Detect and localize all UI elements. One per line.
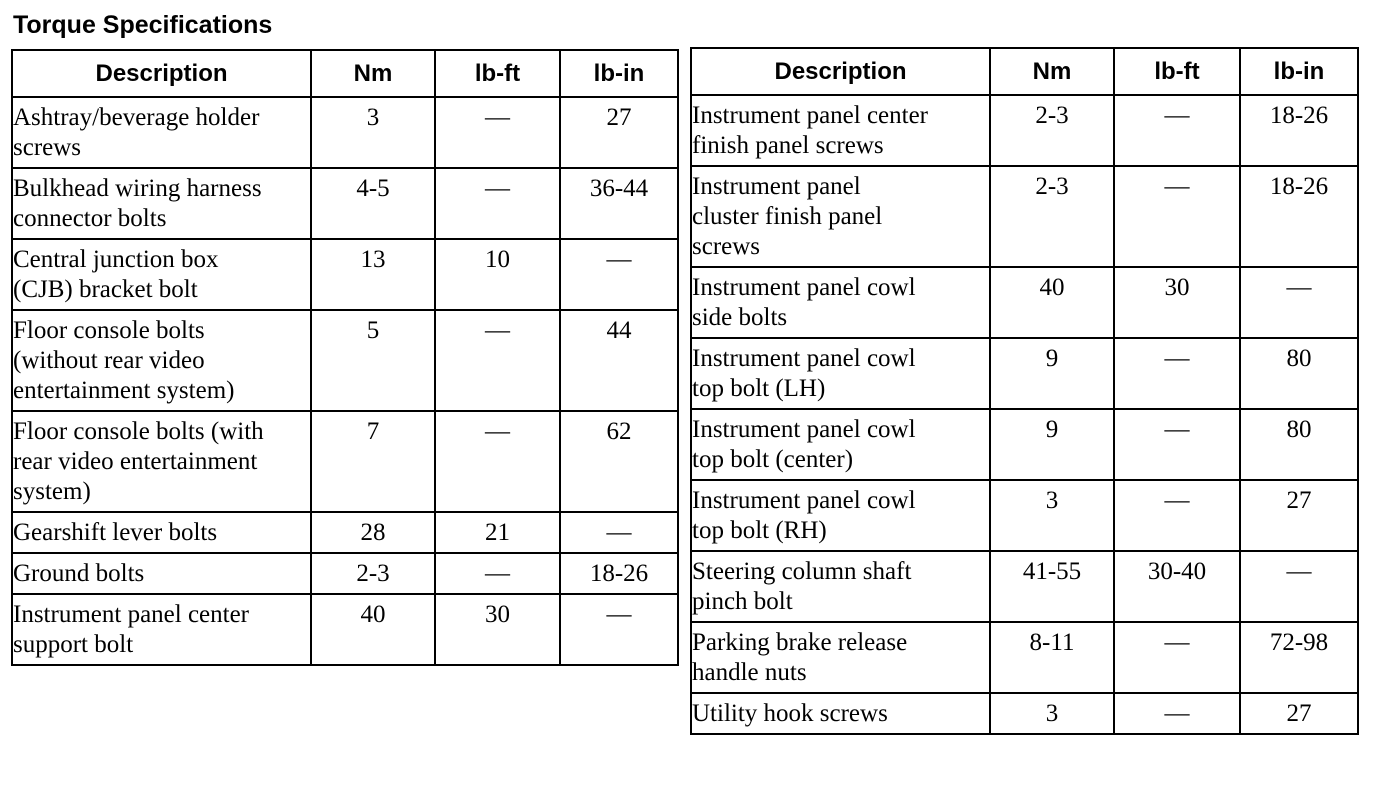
cell-lb-ft-text: 30-40: [1147, 558, 1207, 585]
cell-nm-text: 9: [1045, 416, 1059, 443]
cell-lb-in: [1240, 480, 1358, 551]
cell-lb-ft-text: —: [485, 418, 510, 445]
cell-description: [691, 267, 990, 338]
cell-lb-in: [560, 168, 678, 239]
cell-nm: [990, 338, 1114, 409]
cell-lb-ft: [1114, 480, 1240, 551]
cell-description-text: Steering column shaft pinch bolt: [692, 558, 912, 615]
cell-nm: [311, 239, 435, 310]
cell-description-text: Instrument panel cowl top bolt (RH): [692, 487, 916, 544]
cell-description: [12, 239, 311, 310]
cell-lb-ft-text: —: [1164, 416, 1190, 443]
cell-nm-text: 28: [360, 519, 386, 546]
cell-description-text: Floor console bolts (without rear video entertainment system): [13, 317, 235, 404]
cell-lb-ft: [1114, 267, 1240, 338]
cell-lb-in-text: —: [606, 246, 632, 273]
table-row: [12, 512, 678, 553]
cell-lb-ft: [1114, 166, 1240, 267]
cell-nm: [311, 310, 435, 411]
cell-lb-in-text: 27: [606, 104, 632, 131]
table-row: [691, 166, 1358, 267]
cell-description: [691, 166, 990, 267]
cell-lb-ft-text: —: [1164, 487, 1190, 514]
cell-description: [12, 411, 311, 512]
header-lb-ft: lb-ft: [1114, 48, 1240, 95]
cell-description-text: Instrument panel cluster finish panel screws: [692, 173, 883, 260]
cell-description: [691, 622, 990, 693]
table-row: [691, 551, 1358, 622]
cell-lb-ft-text: —: [1164, 345, 1190, 372]
cell-lb-ft-text: 10: [485, 246, 510, 273]
table-row: [691, 338, 1358, 409]
cell-lb-in: [560, 310, 678, 411]
cell-lb-ft-text: —: [1164, 102, 1190, 129]
table-row: [12, 553, 678, 594]
cell-description-text: Instrument panel center finish panel screws: [692, 102, 929, 159]
cell-nm: [990, 267, 1114, 338]
cell-lb-in: [1240, 338, 1358, 409]
cell-nm-text: 4-5: [356, 175, 390, 202]
cell-nm-text: 41-55: [1022, 558, 1082, 585]
cell-lb-ft: [1114, 409, 1240, 480]
table-row: [691, 95, 1358, 166]
cell-lb-in: [1240, 622, 1358, 693]
cell-lb-in-text: —: [606, 601, 632, 628]
cell-description: [12, 553, 311, 594]
cell-lb-ft: [435, 594, 560, 665]
cell-lb-ft: [435, 310, 560, 411]
header-row: [12, 50, 678, 97]
cell-description: [12, 168, 311, 239]
table-row: [691, 693, 1358, 734]
cell-nm: [311, 512, 435, 553]
cell-nm: [990, 480, 1114, 551]
cell-lb-ft-text: —: [485, 560, 510, 587]
cell-lb-ft-text: —: [485, 104, 510, 131]
cell-lb-in-text: 27: [1286, 487, 1312, 514]
cell-lb-in-text: 18-26: [589, 560, 649, 587]
cell-lb-in: [1240, 551, 1358, 622]
cell-nm: [990, 409, 1114, 480]
cell-description-text: Central junction box (CJB) bracket bolt: [13, 246, 219, 303]
header-description: Description: [12, 50, 311, 97]
cell-description-text: Gearshift lever bolts: [13, 519, 218, 546]
cell-description: [691, 551, 990, 622]
table-row: [691, 622, 1358, 693]
cell-description-text: Ashtray/beverage holder screws: [13, 104, 260, 161]
cell-nm: [311, 97, 435, 168]
cell-nm: [311, 553, 435, 594]
torque-table-left: [11, 49, 679, 666]
cell-nm-text: 2-3: [1035, 173, 1069, 200]
cell-lb-in: [1240, 95, 1358, 166]
cell-lb-in-text: 80: [1286, 416, 1312, 443]
cell-lb-in: [1240, 409, 1358, 480]
cell-lb-in-text: 80: [1286, 345, 1312, 372]
cell-description: [12, 594, 311, 665]
cell-description: [12, 512, 311, 553]
cell-lb-in-text: 72-98: [1269, 629, 1329, 656]
cell-lb-in: [560, 553, 678, 594]
cell-description-text: Floor console bolts (with rear video entertainment system): [13, 418, 264, 505]
cell-nm-text: 3: [1045, 700, 1059, 727]
cell-lb-ft: [435, 512, 560, 553]
cell-description: [12, 310, 311, 411]
cell-lb-ft: [1114, 95, 1240, 166]
table-row: [12, 411, 678, 512]
cell-lb-in-text: —: [1286, 558, 1312, 585]
cell-lb-ft-text: —: [1164, 629, 1190, 656]
table-row: [12, 97, 678, 168]
cell-lb-ft-text: —: [1164, 173, 1190, 200]
header-nm: Nm: [990, 48, 1114, 95]
cell-lb-ft-text: —: [485, 317, 510, 344]
table-row: [12, 168, 678, 239]
cell-description-text: Utility hook screws: [692, 700, 888, 727]
cell-nm: [990, 693, 1114, 734]
cell-lb-in-text: 44: [606, 317, 632, 344]
cell-nm: [990, 95, 1114, 166]
cell-nm-text: 40: [360, 601, 386, 628]
table-row: [691, 409, 1358, 480]
table-row: [691, 480, 1358, 551]
cell-lb-ft-text: 30: [1164, 274, 1190, 301]
cell-lb-ft: [435, 239, 560, 310]
cell-nm: [990, 551, 1114, 622]
header-lb-in: lb-in: [560, 50, 678, 97]
cell-lb-in-text: 18-26: [1269, 102, 1329, 129]
cell-nm: [990, 622, 1114, 693]
cell-lb-ft-text: 30: [485, 601, 510, 628]
cell-lb-ft: [1114, 622, 1240, 693]
cell-lb-in-text: —: [1286, 274, 1312, 301]
table-row: [12, 310, 678, 411]
cell-lb-ft-text: —: [1164, 700, 1190, 727]
table-row: [12, 594, 678, 665]
cell-nm: [311, 594, 435, 665]
cell-nm: [311, 168, 435, 239]
cell-description-text: Instrument panel cowl top bolt (LH): [692, 345, 916, 402]
cell-lb-in: [560, 411, 678, 512]
table-row: [691, 267, 1358, 338]
cell-lb-in: [560, 512, 678, 553]
cell-lb-in-text: 27: [1286, 700, 1312, 727]
cell-lb-ft: [435, 97, 560, 168]
cell-description: [691, 480, 990, 551]
cell-lb-in: [560, 239, 678, 310]
table-row: [12, 239, 678, 310]
cell-description-text: Ground bolts: [13, 560, 145, 587]
cell-description: [691, 95, 990, 166]
header-lb-ft: lb-ft: [435, 50, 560, 97]
cell-nm-text: 2-3: [356, 560, 390, 587]
cell-nm-text: 2-3: [1035, 102, 1069, 129]
cell-lb-in-text: 36-44: [589, 175, 649, 202]
cell-description: [12, 97, 311, 168]
cell-lb-in-text: 62: [606, 418, 632, 445]
cell-lb-ft: [435, 553, 560, 594]
cell-description-text: Instrument panel center support bolt: [13, 601, 250, 658]
cell-description-text: Parking brake release handle nuts: [692, 629, 908, 686]
cell-lb-in: [1240, 267, 1358, 338]
cell-lb-in-text: —: [606, 519, 632, 546]
cell-lb-ft-text: 21: [485, 519, 510, 546]
cell-nm: [311, 411, 435, 512]
cell-description-text: Instrument panel cowl side bolts: [692, 274, 916, 331]
cell-lb-ft-text: —: [485, 175, 510, 202]
cell-lb-in: [1240, 166, 1358, 267]
cell-lb-in: [1240, 693, 1358, 734]
cell-description-text: Instrument panel cowl top bolt (center): [692, 416, 916, 473]
cell-nm-text: 8-11: [1029, 629, 1075, 656]
cell-lb-in-text: 18-26: [1269, 173, 1329, 200]
cell-description: [691, 409, 990, 480]
cell-nm-text: 3: [1045, 487, 1059, 514]
cell-lb-ft: [1114, 551, 1240, 622]
cell-lb-ft: [1114, 693, 1240, 734]
cell-lb-ft: [435, 168, 560, 239]
cell-description: [691, 338, 990, 409]
cell-nm-text: 5: [366, 317, 380, 344]
torque-table-right: [690, 47, 1359, 735]
cell-nm-text: 7: [366, 418, 380, 445]
cell-nm-text: 40: [1039, 274, 1065, 301]
cell-nm-text: 3: [366, 104, 380, 131]
cell-lb-in: [560, 97, 678, 168]
cell-nm-text: 9: [1045, 345, 1059, 372]
cell-description: [691, 693, 990, 734]
header-row: [691, 48, 1358, 95]
cell-lb-in: [560, 594, 678, 665]
cell-description-text: Bulkhead wiring harness connector bolts: [13, 175, 262, 232]
cell-lb-ft: [435, 411, 560, 512]
header-lb-in: lb-in: [1240, 48, 1358, 95]
page-title: Torque Specifications: [13, 11, 273, 39]
header-nm: Nm: [311, 50, 435, 97]
cell-nm-text: 13: [360, 246, 386, 273]
cell-lb-ft: [1114, 338, 1240, 409]
header-description: Description: [691, 48, 990, 95]
cell-nm: [990, 166, 1114, 267]
